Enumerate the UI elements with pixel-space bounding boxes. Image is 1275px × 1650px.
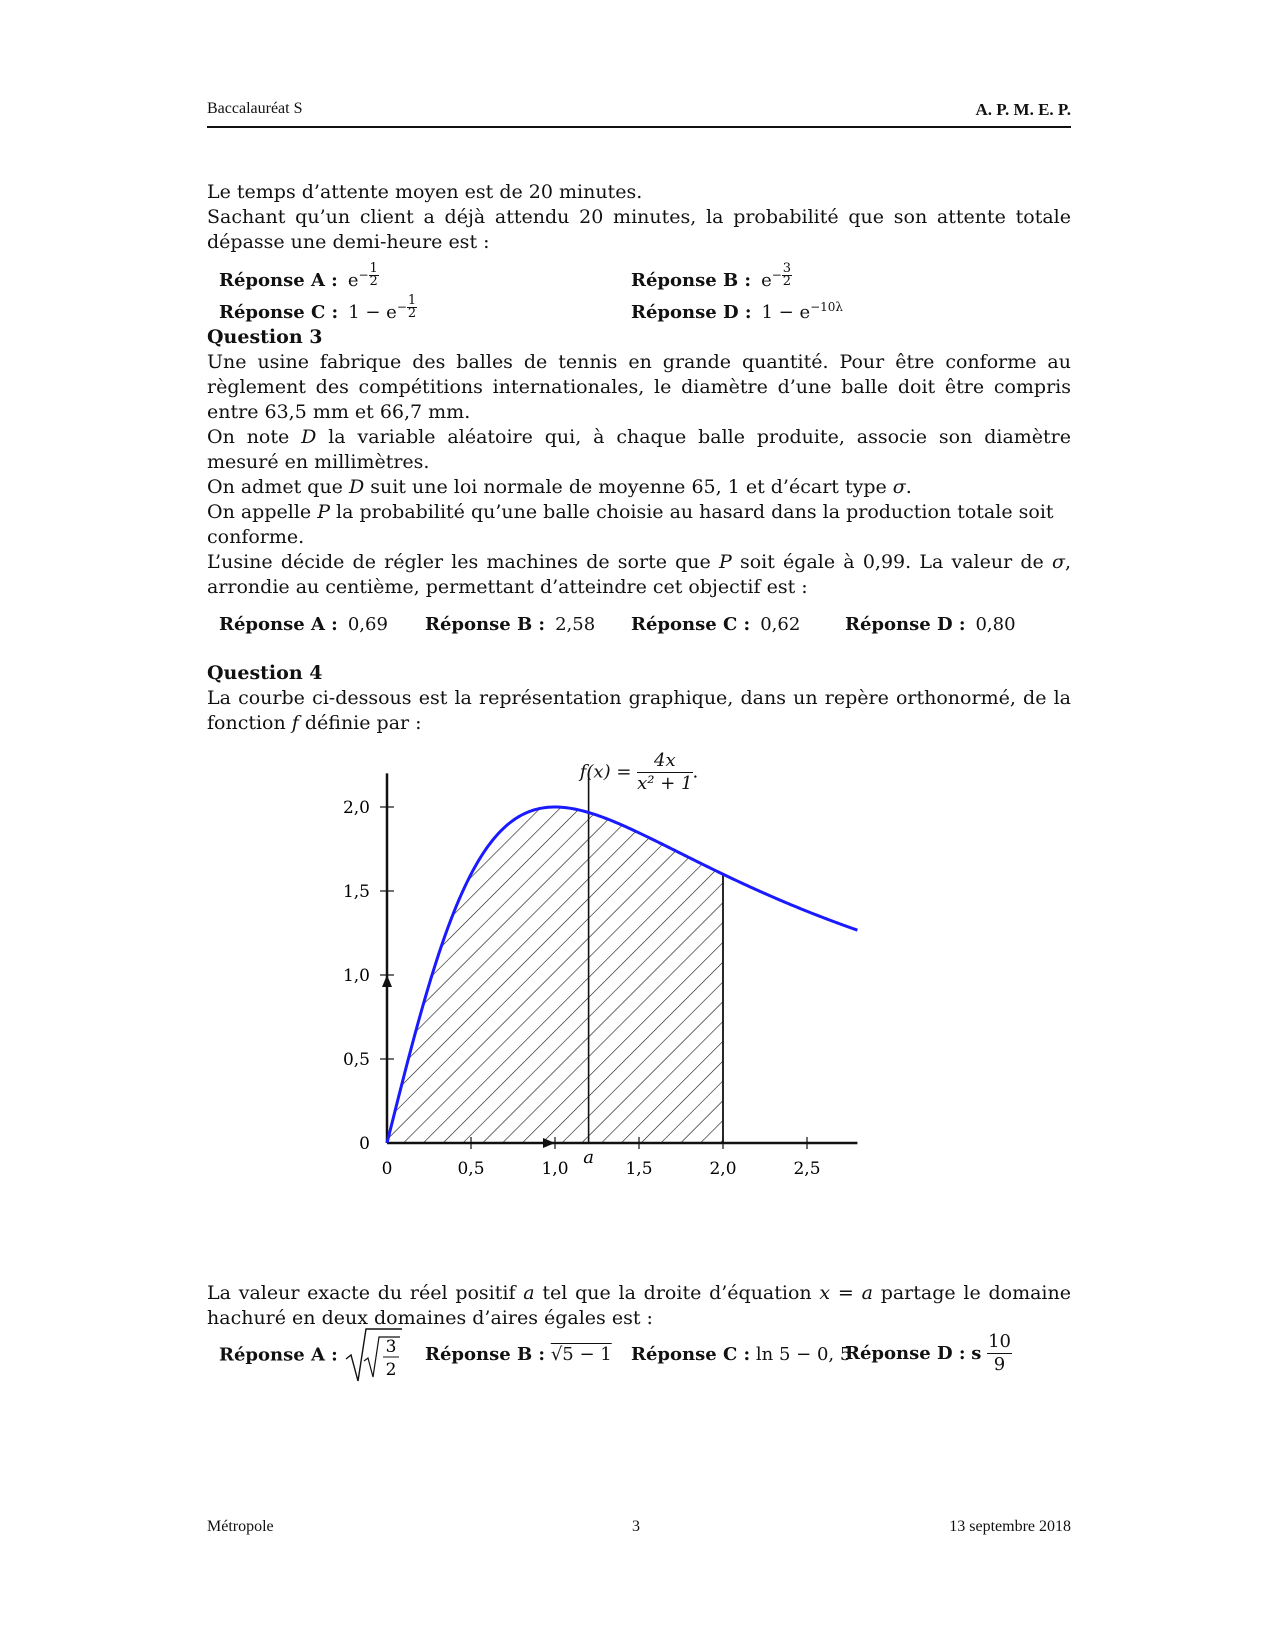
q2-answer-c: Réponse C : $1 - e^{- \frac{1}{2}}$	[219, 293, 417, 323]
q3-answer-b: Réponse B : 2,58	[425, 614, 596, 635]
q4-text-1: La courbe ci-dessous est la représentation graphique, dans un repère orthonormé, de la fonction f définie par :	[207, 687, 1071, 734]
answer-label: Réponse D :	[845, 614, 966, 635]
q3-title: Question 3	[207, 326, 323, 348]
q2-answers-row-2	[219, 295, 1071, 325]
answer-label: Réponse C :	[631, 614, 751, 635]
q2-text-2: Sachant qu’un client a déjà attendu 20 minutes, la probabilité que son attente totale dépasse une demi-heure est :	[207, 206, 1071, 253]
x-tick-label: 0,5	[457, 1159, 485, 1179]
svg-text:3: 3	[385, 1337, 396, 1357]
q2-answers-row-1	[219, 263, 1071, 293]
answer-label: Réponse D :	[631, 302, 752, 323]
y-tick-label: 1,5	[342, 882, 370, 902]
q2-answer-a: Réponse A : $e^{- \frac{1}{2}}$	[219, 261, 378, 291]
q3-answer-a: Réponse A : 0,69	[219, 614, 388, 635]
nested-sqrt-symbol	[344, 1325, 404, 1385]
x-tick-label: 1,0	[541, 1159, 569, 1179]
q3-answer-c: Réponse C : 0,62	[631, 614, 801, 635]
x-tick-label: 1,5	[625, 1159, 653, 1179]
x-tick-label: 2,0	[709, 1159, 737, 1179]
q3-text-1: Une usine fabrique des balles de tennis en grande quantité. Pour être conforme au règlement des compétitions internationales, le diamètre d’une balle doit être compris entre 63,5 mm et 66,7 mm.	[207, 351, 1071, 423]
q2-text-1: Le temps d’attente moyen est de 20 minutes.	[207, 181, 643, 203]
answer-label: Réponse A :	[219, 614, 338, 635]
q3-answer-d: Réponse D : 0,80	[845, 614, 1016, 635]
y-tick-label: 0,5	[342, 1050, 370, 1070]
answer-label: Réponse C :	[219, 302, 339, 323]
q4-answer-b: Réponse B : √5 − 1	[425, 1344, 612, 1365]
a-label: a	[583, 1147, 594, 1168]
unit-vector-j-arrowhead	[382, 975, 392, 987]
q4-answer-d: Réponse D : s $\frac{10}{9}$	[845, 1331, 1011, 1375]
footer-date: 13 septembre 2018	[949, 1518, 1071, 1535]
svg-text:2: 2	[385, 1360, 396, 1380]
answer-label: Réponse D :	[845, 1343, 966, 1364]
page-number: 3	[632, 1518, 640, 1535]
q2-answer-b: Réponse B : $e^{- \frac{3}{2}}$	[631, 261, 792, 291]
function-graph	[340, 798, 900, 1210]
q3-text-3: On admet que D suit une loi normale de moyenne 65, 1 et d’écart type σ.	[207, 476, 912, 498]
q2-answer-d: Réponse D : $1 - e^{-10\lambda}$	[631, 300, 844, 323]
y-tick-label: 2,0	[342, 798, 370, 818]
q4-answer-c: Réponse C : ln 5 − 0, 5	[631, 1344, 852, 1365]
q3-text-4: On appelle P la probabilité qu’une balle choisie au hasard dans la production totale soit conforme.	[207, 501, 1054, 548]
q4-text-2: La valeur exacte du réel positif a tel que la droite d’équation x = a partage le domaine hachuré en deux domaines d’aires égales est :	[207, 1282, 1071, 1329]
q4-title: Question 4	[207, 662, 323, 684]
header-title: Baccalauréat S	[207, 100, 303, 117]
footer-location: Métropole	[207, 1518, 274, 1535]
answer-label: Réponse C :	[631, 1344, 751, 1365]
answer-label: Réponse B :	[425, 614, 546, 635]
x-tick-label: 0	[381, 1159, 393, 1179]
header-org: A. P. M. E. P.	[975, 100, 1071, 119]
x-tick-label: 2,5	[793, 1159, 821, 1179]
q3-text-5: L’usine décide de régler les machines de sorte que P soit égale à 0,99. La valeur de σ, arrondie au centième, permettant d’atteindre cet objectif est :	[207, 551, 1072, 598]
function-formula: f(x) = $\frac{4x}{\text{x² + 1}}$ .	[579, 750, 699, 794]
answer-label: Réponse B :	[631, 270, 752, 291]
answer-label: Réponse A :	[219, 270, 338, 291]
q4-answer-a	[219, 1325, 404, 1385]
answer-label: Réponse B :	[425, 1344, 546, 1365]
exam-content	[207, 180, 1071, 795]
q3-text-2: On note D la variable aléatoire qui, à chaque balle produite, associe son diamètre mesuré en millimètres.	[207, 426, 1071, 473]
hatched-area	[387, 807, 723, 1143]
answer-label: Réponse A :	[219, 1344, 338, 1366]
y-tick-label: 1,0	[342, 966, 370, 986]
y-tick-label: 0	[359, 1134, 370, 1154]
q3-answers-row	[219, 612, 1071, 637]
page-header	[207, 100, 1071, 128]
q4-answers-row	[219, 1325, 1079, 1385]
